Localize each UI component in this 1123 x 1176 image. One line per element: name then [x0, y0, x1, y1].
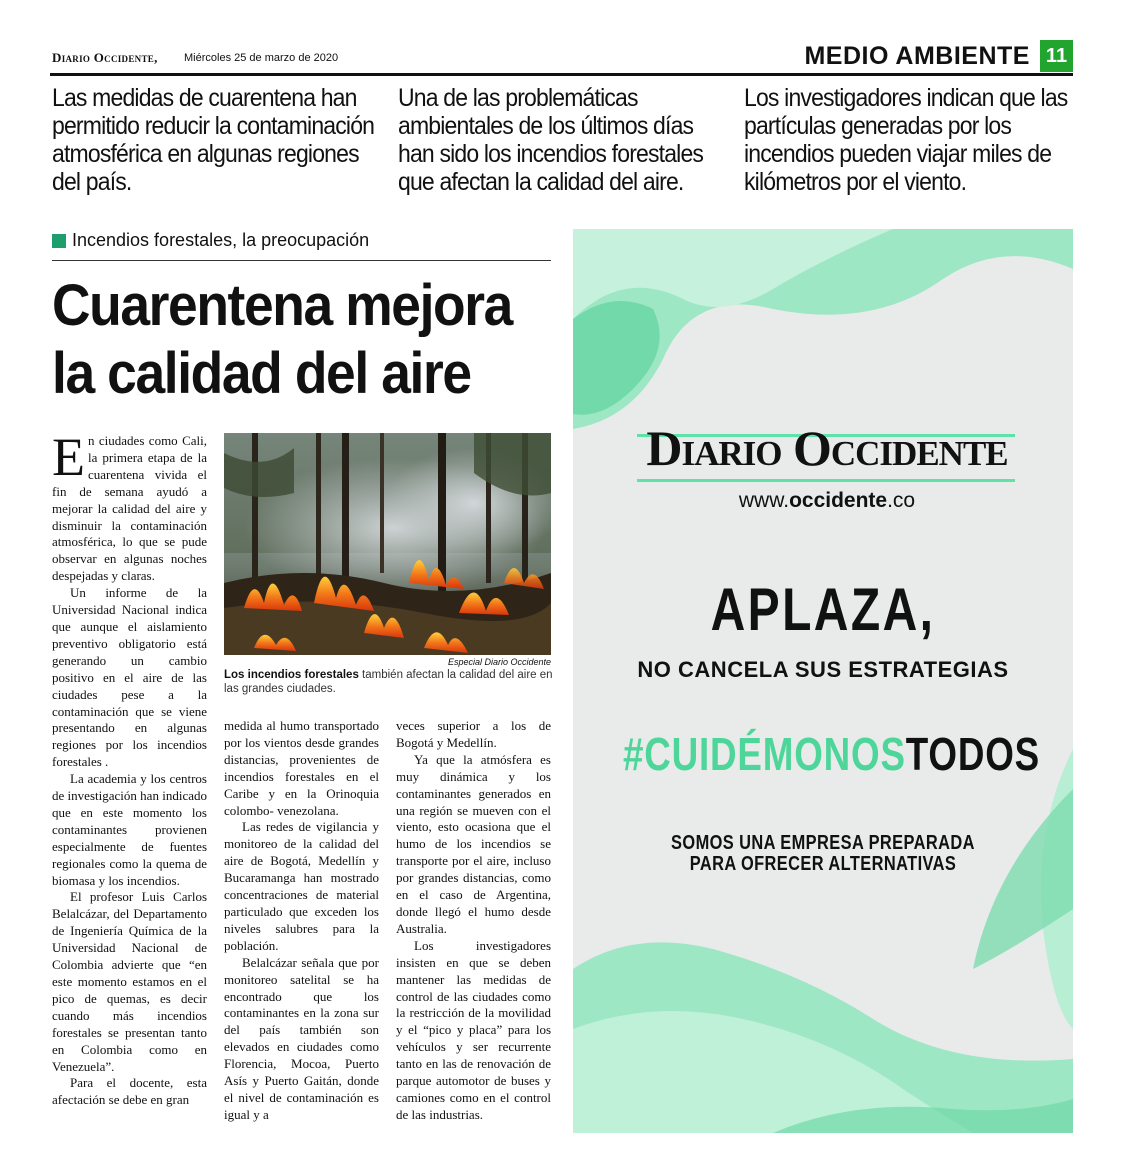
caption-lead: Los incendios forestales: [224, 669, 359, 681]
drop-cap: E: [52, 427, 85, 487]
article-paragraph: Las redes de vigilancia y monitoreo de la calidad del aire de Bogotá, Medellín y Bucaramanga han mostrado concentraciones de material particulado que exceden los niveles salubres para la población.: [224, 819, 379, 953]
article-column-2: [224, 718, 379, 1124]
ad-hashtag: #CUIDÉMONOSTODOS: [623, 728, 1040, 780]
photo-caption: [224, 668, 554, 696]
article-paragraph: La academia y los centros de investigación han indicado que en este momento los contaminantes provienen especialmente de fuentes regionales como la quema de biomasa y los incendios.: [52, 771, 207, 888]
article-paragraph: Los investigadores insisten en que se deben mantener las medidas de control de las ciudades como la restricción de la movilidad y el “pico y placa” para los vehículos y ser recurrente tanto en las de renovación de parque automotor de buses y camiones como en el control de las industrias.: [396, 937, 551, 1122]
article-paragraph: medida al humo transportado por los vientos desde grandes distancias, provenientes de incendios forestales en el Caribe y en la Orinoquia colombo- venezolana.: [224, 718, 379, 818]
issue-date: Miércoles 25 de marzo de 2020: [184, 52, 339, 64]
article-paragraph: Un informe de la Universidad Nacional indica que aunque el aislamiento preventivo obligatorio está generando un cambio positivo en el aire de las ciudades pese a la contaminación que se viene presentando en algunas regiones por los incendios forestales .: [52, 585, 207, 770]
summary-3: Los investigadores indican que las partículas generadas por los incendios pueden viajar miles de kilómetros por el viento.: [744, 84, 1068, 196]
article-kicker: [52, 230, 369, 251]
article-paragraph: Belalcázar señala que por monitoreo satelital se ha encontrado que los contaminantes en la zona sur del país también son elevados en ciudades como Florencia, Mocoa, Puerto Asís y Puerto Gaitán, donde el nivel de contaminación es igual y a: [224, 954, 379, 1122]
summary-1: Las medidas de cuarentena han permitido reducir la contaminación atmosférica en algunas regiones del país.: [52, 84, 375, 196]
article-paragraph: Ya que la atmósfera es muy dinámica y los contaminantes generados en una región se mueven con el viento, esto ocasiona que el humo de los incendios se transporte por el aire, incluso por grandes distancias, como en el caso de Argentina, donde llegó el humo desde Australia.: [396, 751, 551, 936]
page-number: 11: [1040, 40, 1073, 72]
article-paragraph: Para el docente, esta afectación se debe en gran: [52, 1075, 207, 1108]
article-column-3: [396, 718, 551, 1124]
kicker-rule: [52, 260, 551, 261]
kicker-square-icon: [52, 234, 66, 248]
ad-brand-logo: Diario Occidente: [646, 420, 1008, 476]
wildfire-photo: [224, 433, 551, 655]
masthead: Diario Occidente,: [52, 50, 158, 65]
ad-url: www.occidente.co: [738, 489, 916, 512]
article-paragraph: veces superior a los de Bogotá y Medellín.: [396, 718, 551, 750]
article-paragraph: En ciudades como Cali, la primera etapa de la cuarentena vivida el fin de semana ayudó a mejorar la calidad del aire y disminuir la contaminación atmosférica, lo que se pude observar en algunas noches despejadas y claras.: [52, 427, 207, 584]
caption-text: también afectan la calidad del aire en las grandes ciudades.: [224, 669, 553, 695]
ad-footer-text: SOMOS UNA EMPRESA PREPARADA PARA OFRECER ALTERNATIVAS: [671, 832, 975, 875]
summary-2: Una de las problemáticas ambientales de los últimos días han sido los incendios forestales que afectan la calidad del aire.: [398, 84, 704, 196]
wildfire-illustration-icon: [224, 433, 551, 655]
advertisement: [573, 229, 1073, 1133]
article-headline: Cuarentena mejora la calidad del aire: [52, 273, 512, 406]
article-column-1: [52, 427, 207, 1109]
ad-subline: NO CANCELA SUS ESTRATEGIAS: [637, 657, 1009, 682]
photo-credit: Especial Diario Occidente: [447, 657, 551, 667]
ad-headline: APLAZA,: [710, 576, 936, 643]
header-rule: [50, 73, 1073, 76]
kicker-text: Incendios forestales, la preocupación: [72, 230, 370, 250]
article-paragraph: El profesor Luis Carlos Belalcázar, del Departamento de Ingeniería Química de la Universidad Nacional de Colombia advierte que “en este momento estamos en el pico de quemas, es decir cuando más incendios forestales se presentan tanto en Colombia como en Venezuela”.: [52, 889, 207, 1074]
section-title: MEDIO AMBIENTE: [804, 42, 1030, 70]
